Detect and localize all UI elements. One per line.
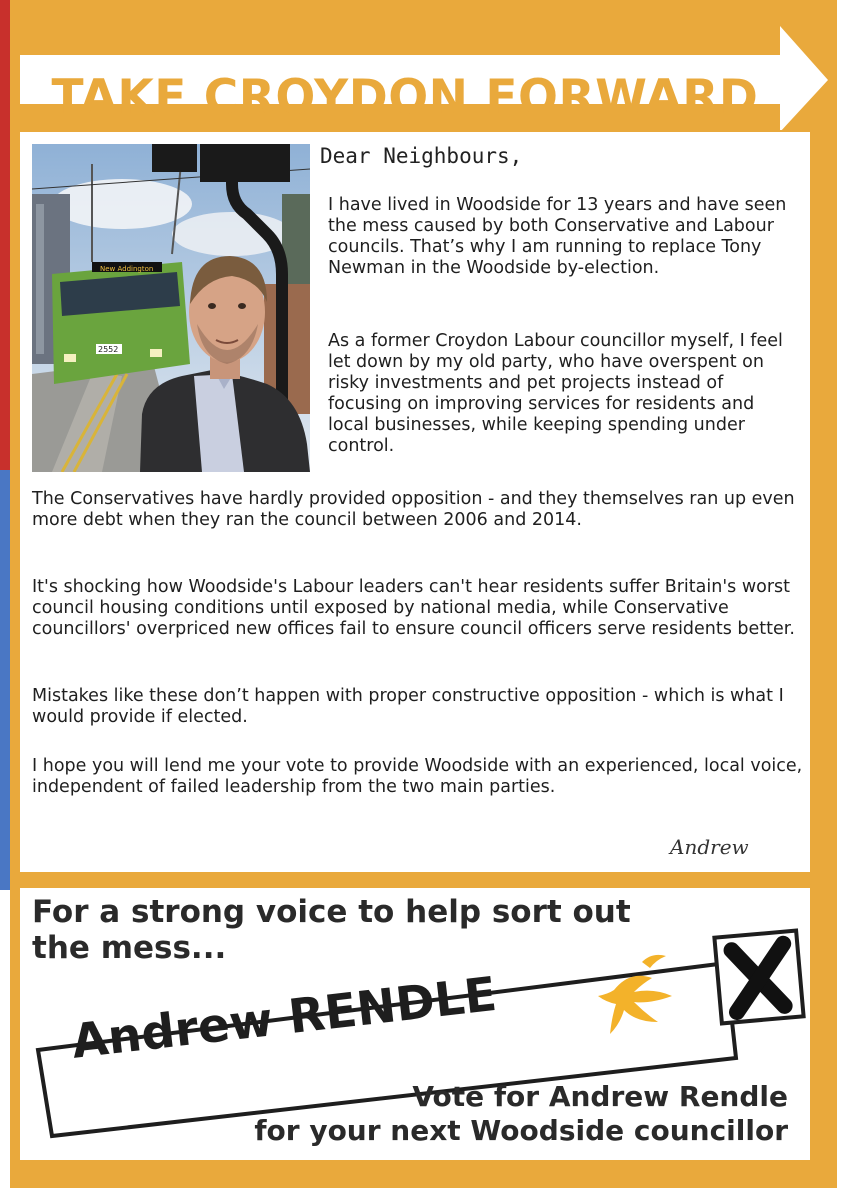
letter-paragraph-2: As a former Croydon Labour councillor myself, I feel let down by my old party, who have overspent on risky investments and pet projects instead of focusing on improving services for residents and local businesses, while keeping spending under control.: [328, 331, 783, 456]
signature: Andrew: [670, 835, 749, 859]
cta-line-2: for your next Woodside councillor: [254, 1114, 788, 1147]
vote-tagline: For a strong voice to help sort out the mess...: [32, 894, 631, 966]
letter-paragraph-5: Mistakes like these don’t happen with proper constructive opposition - which is what I would provide if elected.: [32, 686, 784, 727]
letter-paragraph-4: It's shocking how Woodside's Labour leaders can't hear residents suffer Britain's worst council housing conditions until exposed by national media, while Conservative councillors' overpriced new offices fail to ensure council officers serve residents better.: [32, 577, 795, 639]
letter-panel: [20, 132, 810, 872]
letter-paragraph-6: I hope you will lend me your vote to provide Woodside with an experienced, local voice, independent of failed leadership from the two main parties.: [32, 756, 803, 797]
cta-line-1: Vote for Andrew Rendle: [412, 1080, 788, 1113]
title-banner: [20, 20, 835, 130]
salutation: Dear Neighbours,: [320, 144, 523, 168]
vote-panel: [20, 888, 810, 1160]
vote-call-to-action: [254, 1080, 788, 1148]
left-red-strip: [0, 0, 10, 470]
candidate-photo: [32, 144, 310, 472]
tram-destination-sign: New Addington: [100, 265, 154, 273]
candidate-name: Andrew RENDLE: [68, 966, 500, 1070]
letter-paragraph-3: The Conservatives have hardly provided opposition - and they themselves ran up even more debt when they ran the council between 2006 and 2014.: [32, 489, 795, 530]
banner-title: TAKE CROYDON FORWARD: [51, 70, 759, 125]
tram-number: 2552: [98, 345, 119, 354]
letter-paragraph-1: I have lived in Woodside for 13 years and have seen the mess caused by both Conservative and Labour councils. That’s why I am running to replace Tony Newman in the Woodside by-election.: [328, 195, 787, 278]
libdem-bird-logo: [598, 955, 672, 1034]
left-blue-strip: [0, 470, 10, 890]
